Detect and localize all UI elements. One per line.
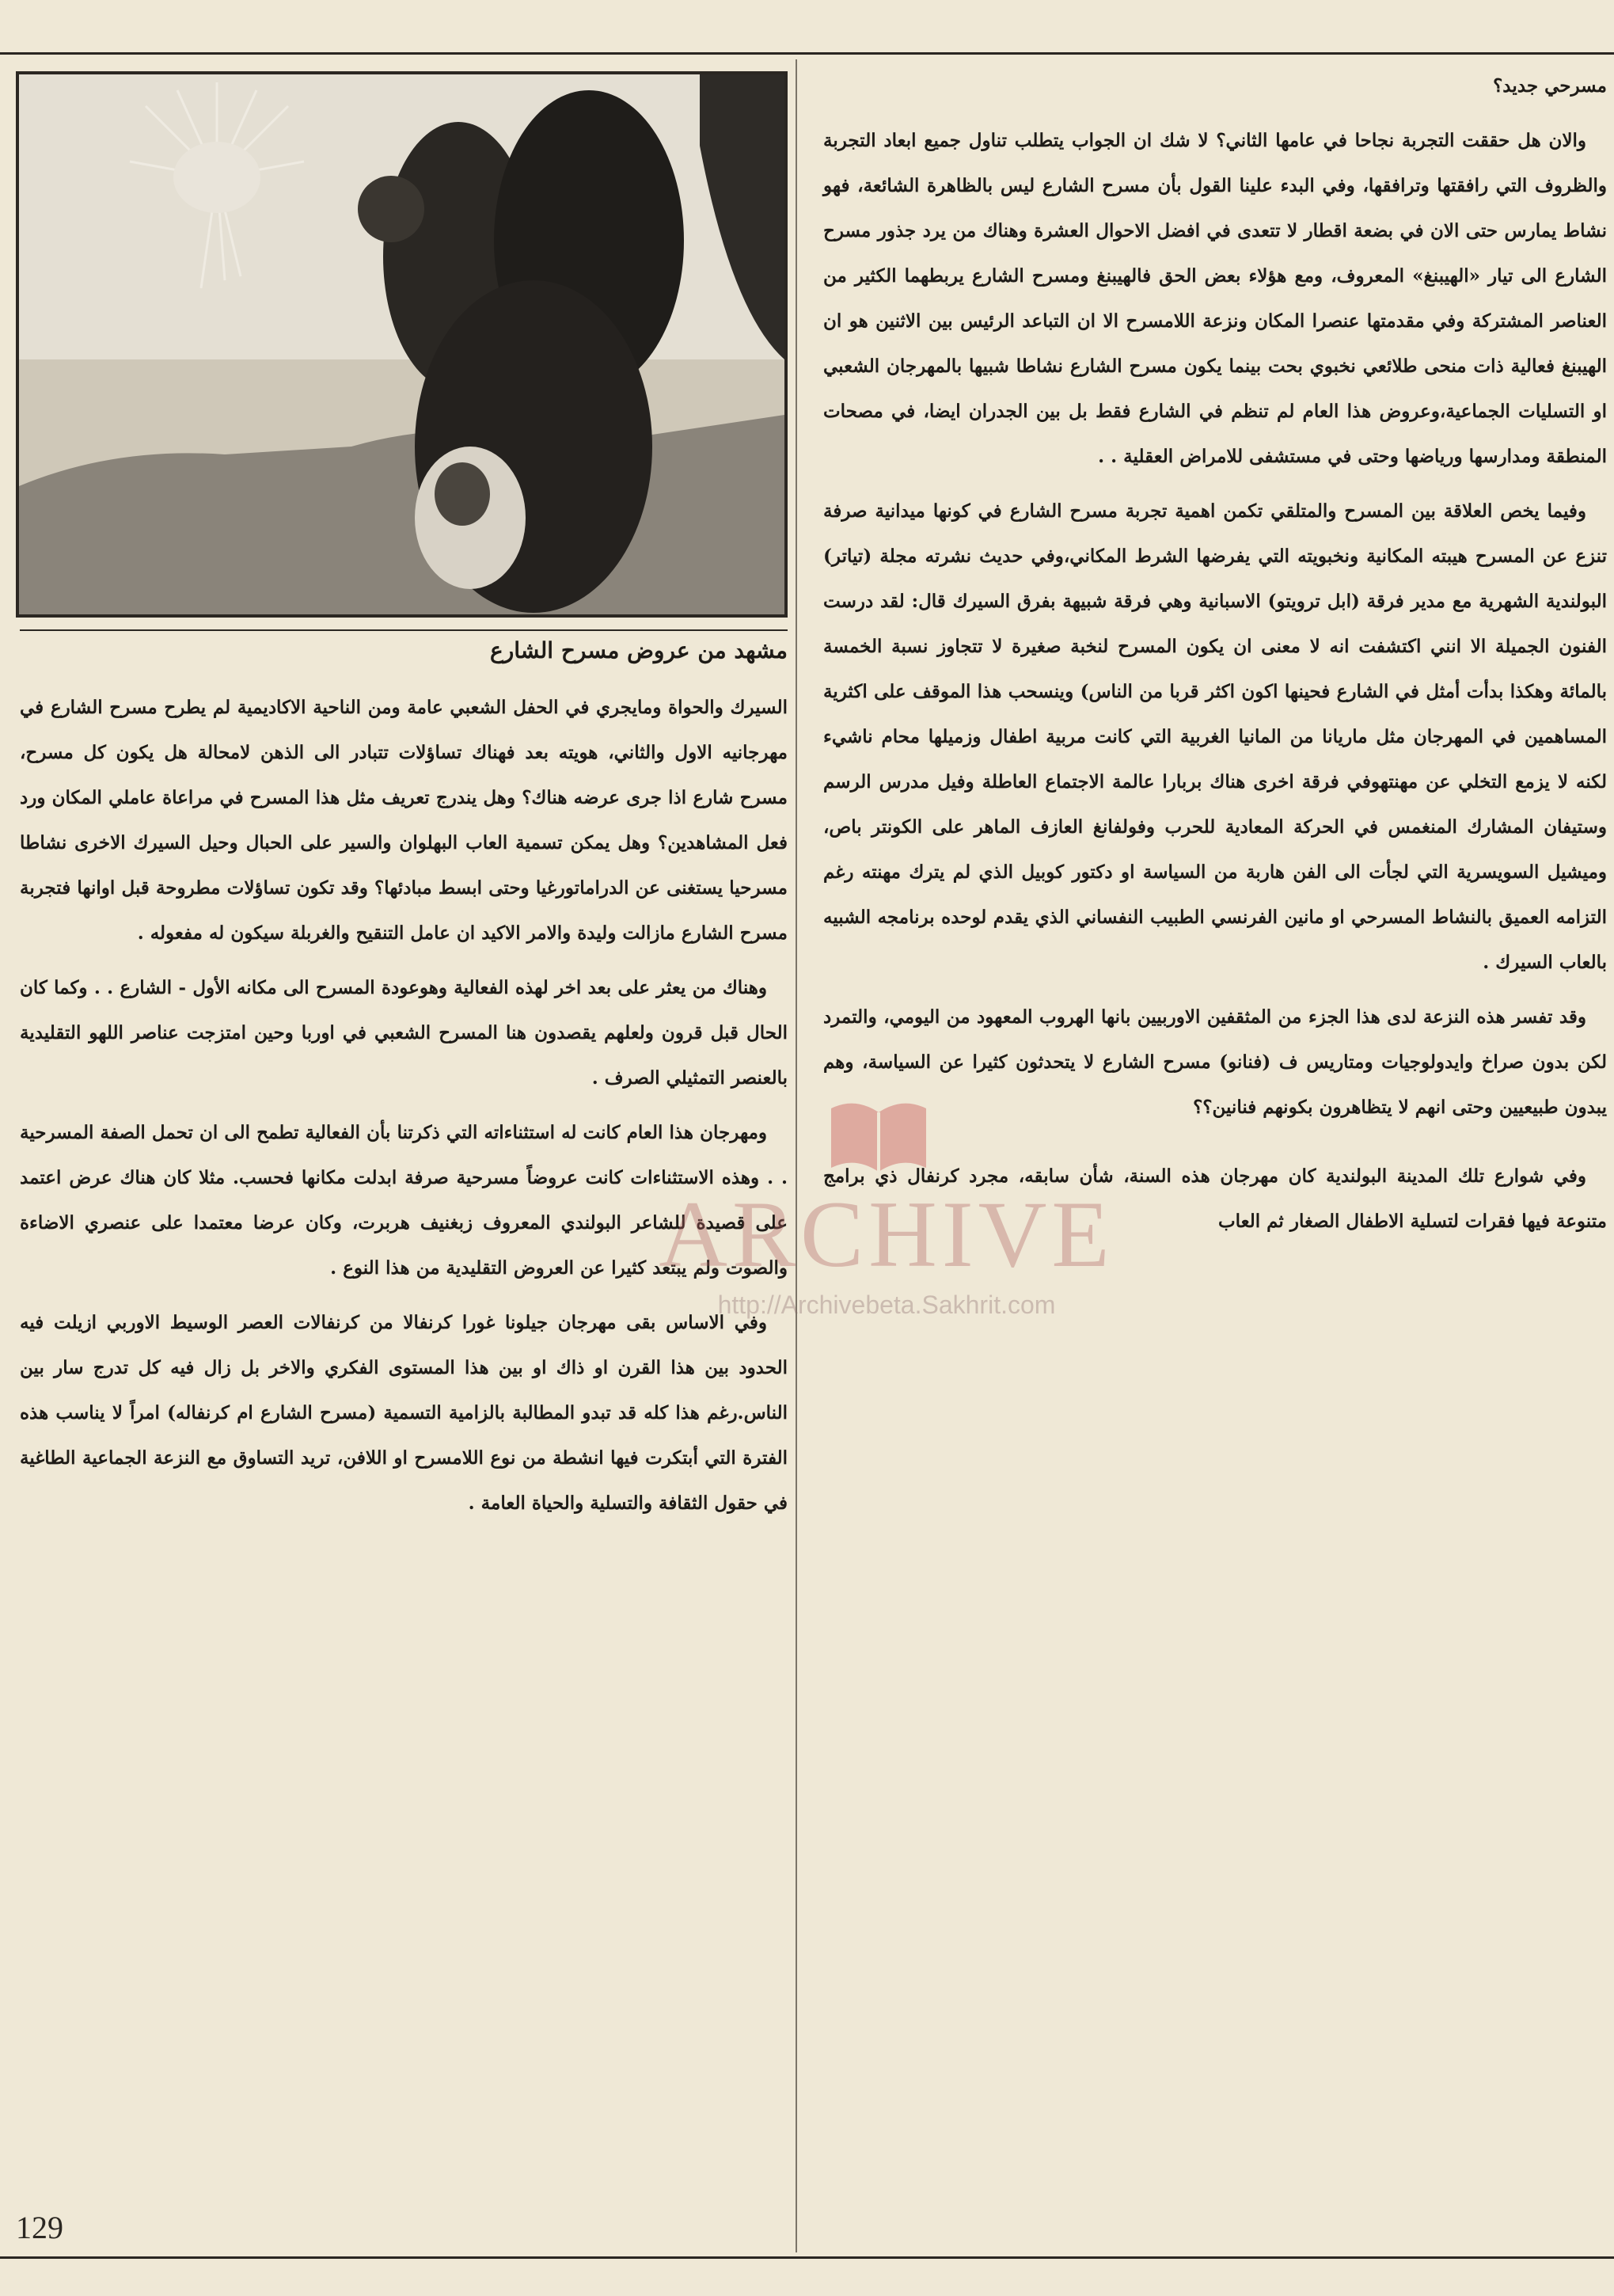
- paragraph: وفي شوارع تلك المدينة البولندية كان مهرجان هذه السنة، شأن سابقه، مجرد كرنفال ذي برامج متنوعة فيها فقرات لتسلية الاطفال الصغار ثم العاب: [823, 1165, 1607, 1232]
- bottom-rule: [0, 2256, 1614, 2259]
- paragraph: وفي الاساس بقى مهرجان جيلونا غورا كرنفالا من كرنفالات العصر الوسيط الاوربي ازيلت فيه الحدود بين هذا القرن او ذاك او بين هذا المستوى الفكري والاخر بل زال فيه كل تدرج سار بين الناس.رغم هذا كله قد تبدو المطالبة بالزامية التسمية (مسرح الشارع ام كرنفاله) امراً لا يناسب هذه الفترة التي أبتكرت فيها انشطة من نوع اللامسرح او اللافن، تريد التساوق مع النزعة الجماعية الطاغية في حقول الثقافة والتسلية والحياة العامة .: [20, 1312, 788, 1514]
- paragraph: ومهرجان هذا العام كانت له استثناءاته التي ذكرتنا بأن الفعالية تطمح الى ان تحمل الصفة المسرحية . . وهذه الاستثناءات كانت عروضاً مسرحية صرفة ابدلت مكانها فحسب. مثلا كان هناك عرض اعتمد على قصيدة للشاعر البولندي المعروف زبغنيف هربرت، وكان عرضا معتمدا على عنصري الاضاءة والصوت ولم يبتعد كثيرا عن العروض التقليدية من هذا النوع .: [20, 1122, 788, 1279]
- left-column: [20, 685, 788, 1535]
- paragraph: وفيما يخص العلاقة بين المسرح والمتلقي تكمن اهمية تجربة مسرح الشارع في كونها ميدانية صرفة تنزع عن المسرح هيبته المكانية ونخبويته التي يفرضها الشرط المكاني،وفي حديث نشرته مجلة (تياتر) البولندية الشهرية مع مدير فرقة (ابل ترويتو) الاسبانية وهي فرقة شبيهة بفرق السيرك قال: لقد درست الفنون الجميلة الا انني اكتشفت انه لا معنى ان يكون المسرح لنخبة صغيرة لا تتجاوز نسبة الخمسة بالمائة وهكذا بدأت أمثل في الشارع فحينها اكون اكثر قربا من الناس) وينسحب هذا الموقف على اكثرية المساهمين في المهرجان مثل ماريانا من المانيا الغربية التي كانت مربية اطفال وزميلها محام ناشيء لكنه لا يزمع التخلي عن مهنتهوفي فرقة اخرى هناك بربارا عالمة الاجتماع العاطلة وفيل مدرس الرسم وستيفان المشارك المنغمس في الحركة المعادية للحرب وفولفانغ العازف الماهر على الكونتر باص، وميشيل السويسرية التي لجأت الى الفن هاربة من السياسة او دكتور كوبيل الذي لم يترك مهنته رغم التزامه العميق بالنشاط المسرحي او مانين الفرنسي الطبيب النفساني الذي يقدم لوحده برنامجه الشبيه بالعاب السيرك .: [823, 500, 1607, 973]
- photo-caption: مشهد من عروض مسرح الشارع: [20, 629, 788, 663]
- paragraph: وقد تفسر هذه النزعة لدى هذا الجزء من المثقفين الاوربيين بانها الهروب المعهود من اليومي، والتمرد لكن بدون صراخ وايدولوجيات ومتاريس ف (فنانو) مسرح الشارع لا يتحدثون كثيرا عن السياسة، وهم يبدون طبيعيين وحتى انهم لا يتظاهرون بكونهم فنانين؟؟: [823, 1006, 1607, 1118]
- column-divider: [796, 59, 797, 2252]
- top-rule: [0, 52, 1614, 55]
- watermark-title: ARCHIVE: [659, 1181, 1115, 1287]
- right-column: [823, 63, 1607, 1253]
- watermark-url: http://Archivebeta.Sakhrit.com: [717, 1291, 1056, 1319]
- page-number: 129: [16, 2210, 63, 2245]
- paragraph: وهناك من يعثر على بعد اخر لهذه الفعالية وهوعودة المسرح الى مكانه الأول - الشارع . . وكما كان الحال قبل قرون ولعلهم يقصدون هنا المسرح الشعبي في اوربا وحين امتزجت عناصر اللهو التقليدية بالعنصر التمثيلي الصرف .: [20, 977, 788, 1089]
- article-photo: [16, 71, 788, 618]
- paragraph: مسرحي جديد؟: [1493, 75, 1607, 97]
- paragraph: والان هل حققت التجربة نجاحا في عامها الثاني؟ لا شك ان الجواب يتطلب تناول جميع ابعاد التجربة والظروف التي رافقتها وترافقها، وفي البدء علينا القول بأن مسرح الشارع ليس بالظاهرة الشائعة، فهو نشاط يمارس حتى الان في بضعة اقطار لا تتعدى في افضل الاحوال العشرة وهناك من يرد جذور مسرح الشارع الى تيار «الهيبنغ» المعروف، ومع هؤلاء بعض الحق فالهيبنغ ومسرح الشارع يربطهما الكثير من العناصر المشتركة وفي مقدمتها عنصرا المكان ونزعة اللامسرح الا ان التباعد الرئيس بين الاثنين هو ان الهيبنغ فعالية ذات منحى طلائعي نخبوي بحت بينما يكون مسرح الشارع نشاطا شبيها بالمهرجان الشعبي او التسليات الجماعية،وعروض هذا العام لم تنظم في الشارع فقط بل بين الجدران ايضا، في مصحات المنطقة ومدارسها ورياضها وحتى في مستشفى للامراض العقلية . .: [823, 130, 1607, 467]
- paragraph: السيرك والحواة ومايجري في الحفل الشعبي عامة ومن الناحية الاكاديمية لم يطرح مسرح الشارع في مهرجانيه الاول والثاني، هويته بعد فهناك تساؤلات تتبادر الى الذهن لامحالة هل يكون كل مسرح، مسرح شارع اذا جرى عرضه هناك؟ وهل يندرج تعريف مثل هذا المسرح في مراعاة عاملي المكان ورد فعل المشاهدين؟ وهل يمكن تسمية العاب البهلوان والسير على الحبال وحيل السيرك الاخرى نشاطا مسرحيا يستغنى عن الدراماتورغيا وحتى ابسط مبادئها؟ وقد تكون تساؤلات مطروحة قبل اوانها فتجربة مسرح الشارع مازالت وليدة والامر الاكيد ان عامل التنقيح والغربلة سيكون له مفعوله .: [20, 697, 788, 944]
